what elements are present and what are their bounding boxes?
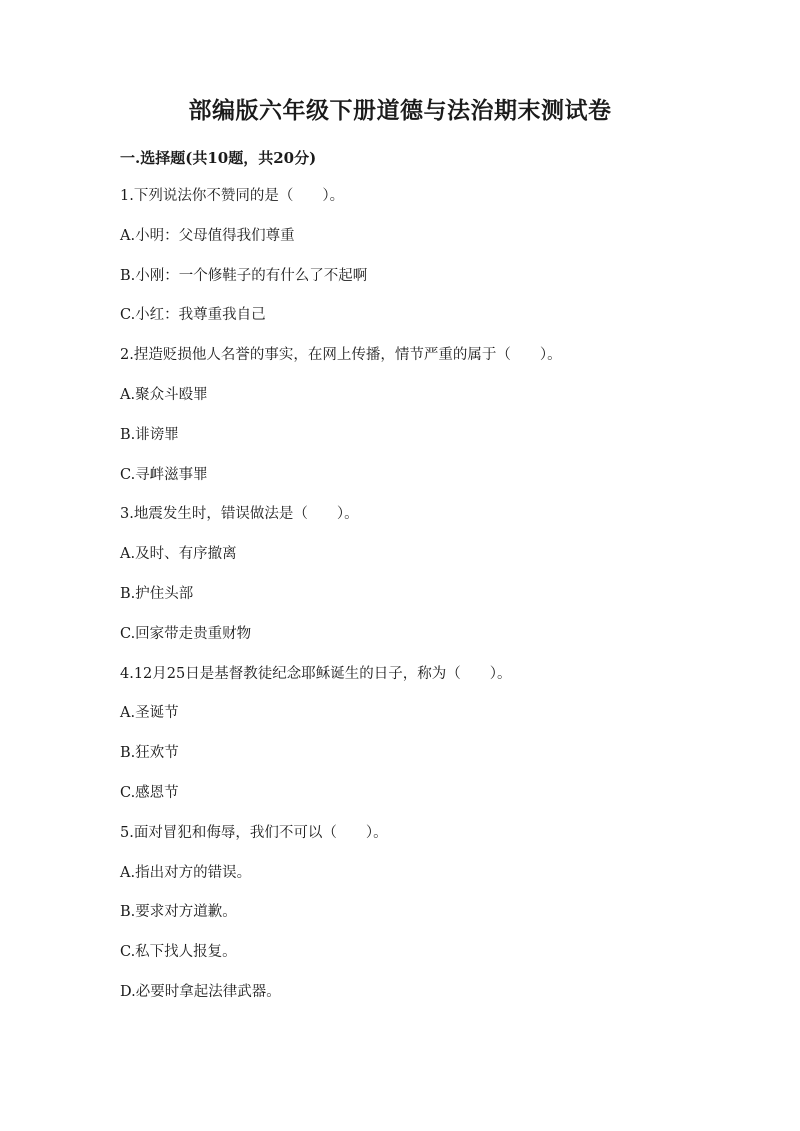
- section-heading: 一.选择题(共10题，共20分): [120, 149, 317, 167]
- question-4-option-c: C.感恩节: [120, 784, 179, 801]
- question-3-option-a: A.及时、有序撤离: [120, 546, 237, 563]
- question-1-option-c: C.小红：我尊重我自己: [120, 307, 266, 324]
- question-5-option-a: A.指出对方的错误。: [120, 864, 252, 881]
- question-2-stem: 2.捏造贬损他人名誉的事实，在网上传播，情节严重的属于（ ）。: [120, 347, 562, 364]
- question-1-option-a: A.小明：父母值得我们尊重: [120, 227, 295, 244]
- question-list: [120, 177, 720, 1013]
- question-5-option-d: D.必要时拿起法律武器。: [120, 983, 281, 1000]
- question-5-option-b: B.要求对方道歉。: [120, 904, 237, 921]
- question-2-option-b: B.诽谤罪: [120, 426, 179, 443]
- question-1-option-b: B.小刚：一个修鞋子的有什么了不起啊: [120, 267, 368, 284]
- question-3-stem: 3.地震发生时，错误做法是（ ）。: [120, 506, 359, 523]
- question-4-stem: 4.12月25日是基督教徒纪念耶稣诞生的日子，称为（ ）。: [120, 665, 512, 682]
- question-5-stem: 5.面对冒犯和侮辱，我们不可以（ ）。: [120, 824, 388, 841]
- page-title: 部编版六年级下册道德与法治期末测试卷: [188, 97, 612, 124]
- question-5-option-c: C.私下找人报复。: [120, 944, 237, 961]
- question-2-option-c: C.寻衅滋事罪: [120, 466, 208, 483]
- question-3-option-b: B.护住头部: [120, 585, 194, 602]
- question-4-option-a: A.圣诞节: [120, 705, 179, 722]
- question-1-stem: 1.下列说法你不赞同的是（ ）。: [120, 188, 345, 204]
- question-2-option-a: A.聚众斗殴罪: [120, 386, 208, 403]
- question-3-option-c: C.回家带走贵重财物: [120, 625, 252, 642]
- question-4-option-b: B.狂欢节: [120, 745, 179, 762]
